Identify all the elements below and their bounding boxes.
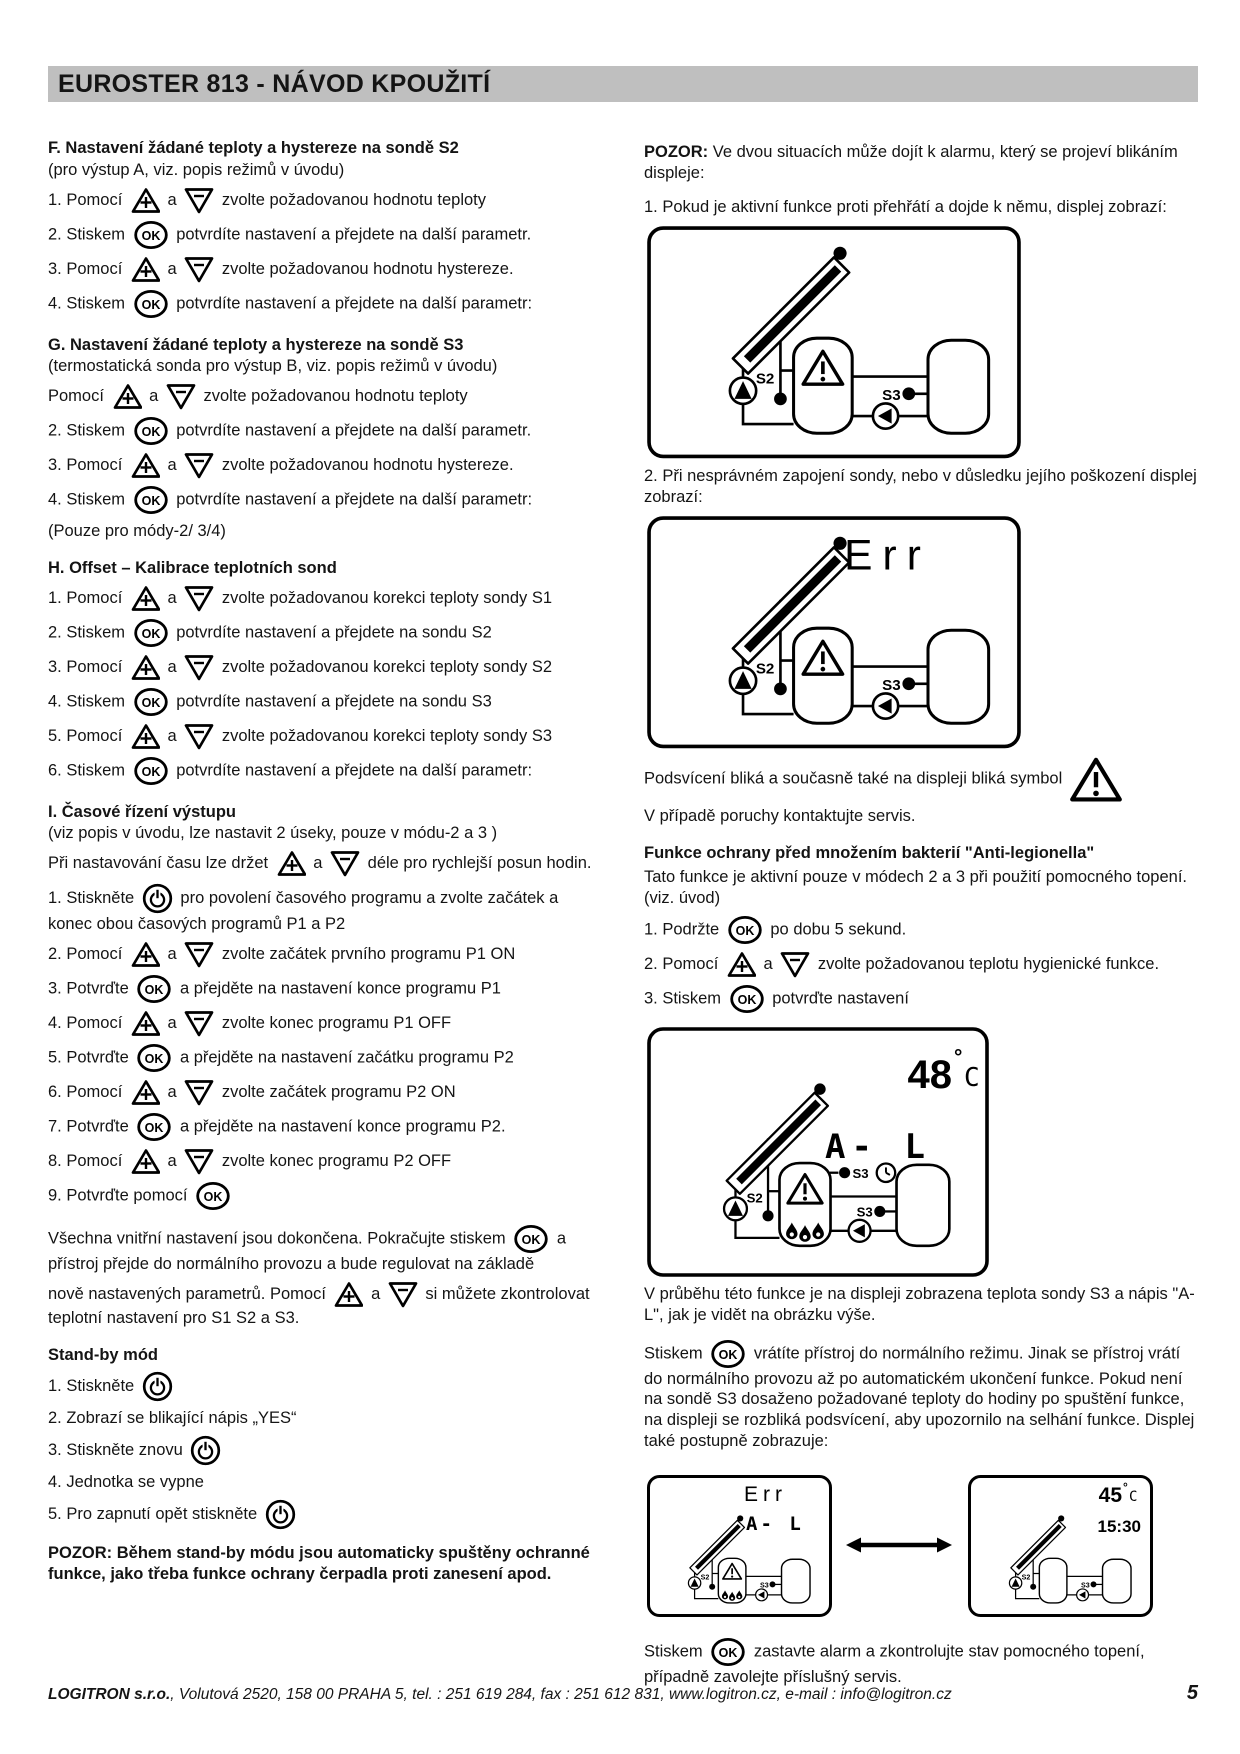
ok-button-icon (710, 1637, 746, 1667)
text-line (48, 521, 604, 542)
text-span: V průběhu této funkce je na displeji zobrazena teplota sondy S3 a nápis "A-L", jak je vidět na obrázku výše. (644, 1285, 1195, 1324)
text-span: zvolte začátek programu P2 ON (217, 1082, 456, 1101)
svg-text:OK: OK (144, 982, 164, 997)
svg-text:OK: OK (144, 1051, 164, 1066)
standby-warning (48, 1543, 604, 1585)
text-line (48, 756, 604, 786)
backlight-blink-paragraph (644, 756, 1200, 827)
page-number: 5 (1186, 1682, 1198, 1704)
temperature-readout: 48 (907, 1053, 952, 1097)
svg-text:OK: OK (141, 493, 160, 508)
text-line (48, 256, 604, 283)
text-span: 4. Stiskem (48, 490, 130, 509)
ok-button-icon (133, 416, 169, 446)
svg-text:OK: OK (141, 297, 160, 312)
ok-button-icon (195, 1181, 231, 1211)
ok-button-icon (727, 915, 763, 945)
text-span: 1. Pokud je aktivní funkce proti přehřátí a dojde k němu, displej zobrazí: (644, 197, 1167, 216)
power-button-icon (190, 1435, 221, 1466)
text-span: 3. Stiskem (644, 989, 726, 1008)
text-span: zvolte požadovanou teplotu hygienické funkce. (813, 954, 1160, 973)
section-i-title: I. Časové řízení výstupu (48, 802, 236, 821)
plus-button-icon (130, 723, 160, 750)
page-header-bar (48, 66, 1198, 102)
text-line (48, 1499, 604, 1530)
text-span: a přístroj přejde do normálního provozu a bude regulovat na základě (48, 1229, 567, 1274)
text-span: a (144, 386, 163, 405)
section-i-outro (48, 1224, 604, 1329)
al-readout: A- L (825, 1127, 931, 1167)
text-span: si můžete zkontrolovat teplotní nastavení pro S1 S2 a S3. (48, 1284, 590, 1327)
text-span: 2. Pomocí (48, 944, 127, 963)
display-anti-legionella-diagram (646, 1026, 990, 1278)
display-mini-error-diagram (646, 1474, 833, 1618)
svg-text:OK: OK (718, 1347, 738, 1362)
text-line (48, 416, 604, 446)
ok-button-icon (133, 687, 169, 717)
svg-text:OK: OK (141, 424, 160, 439)
text-span: déle pro rychlejší posun hodin. (363, 854, 592, 873)
text-line (48, 687, 604, 717)
svg-text:S2: S2 (746, 1190, 763, 1206)
text-span: 2. Pomocí (644, 954, 723, 973)
text-line (48, 383, 604, 410)
section-h-title: H. Offset – Kalibrace teplotních sond (48, 558, 337, 577)
plus-button-icon (130, 941, 160, 968)
text-line (644, 806, 1200, 827)
text-line (48, 723, 604, 750)
text-line (48, 485, 604, 515)
text-line (48, 1472, 604, 1493)
text-span: zvolte konec programu P1 OFF (217, 1013, 452, 1032)
ok-button-icon (133, 289, 169, 319)
minus-button-icon (184, 256, 214, 283)
svg-text:S3: S3 (882, 387, 901, 405)
error-readout: Err (844, 531, 932, 579)
text-span: zvolte požadovanou korekci teploty sondy S3 (217, 726, 553, 745)
text-span: zvolte požadovanou hodnotu hystereze. (217, 259, 514, 278)
text-span: a (308, 854, 328, 873)
text-line (644, 1637, 1200, 1688)
text-line (48, 1408, 604, 1429)
ok-button-icon (729, 984, 765, 1014)
svg-text:S2: S2 (1021, 1573, 1031, 1582)
text-span: 4. Stiskem (48, 293, 130, 312)
svg-text:S3: S3 (882, 677, 901, 695)
standby-title: Stand-by mód (48, 1345, 158, 1364)
text-span: zvolte požadovanou hodnotu teploty (198, 386, 468, 405)
text-span: a přejděte na nastavení konce programu P2. (175, 1117, 506, 1136)
text-span: zastavte alarm a zkontrolujte stav pomocného topení, případně zavolejte příslušný servis. (644, 1642, 1145, 1686)
text-span: Při nastavování času lze držet (48, 854, 273, 873)
text-span: (Pouze pro módy-2/ 3/4) (48, 522, 226, 541)
ok-button-icon (133, 220, 169, 250)
degree-symbol: ° (1123, 1479, 1128, 1494)
text-span: 5. Pomocí (48, 726, 127, 745)
text-span: Pomocí (48, 386, 109, 405)
text-span: a přejděte na nastavení začátku programu P2 (175, 1048, 514, 1067)
text-span: 4. Pomocí (48, 1013, 127, 1032)
ok-button-icon (133, 485, 169, 515)
plus-button-icon (130, 452, 160, 479)
text-line (644, 915, 1200, 945)
text-span: potvrdíte nastavení a přejdete na další parametr: (171, 490, 533, 509)
svg-text:S2: S2 (700, 1573, 710, 1582)
text-line (48, 1371, 604, 1402)
svg-text:OK: OK (141, 695, 160, 710)
svg-text:S2: S2 (755, 661, 775, 679)
text-line (644, 951, 1200, 978)
plus-button-icon (130, 1079, 160, 1106)
text-span: 6. Pomocí (48, 1082, 127, 1101)
minus-button-icon (184, 585, 214, 612)
text-span: potvrdíte nastavení a přejdete na další parametr. (171, 224, 532, 243)
right-column (644, 138, 1200, 1691)
page-title: EUROSTER 813 - NÁVOD KPOUŽITÍ (58, 69, 491, 98)
text-line (644, 867, 1200, 909)
text-line (48, 289, 604, 319)
ok-button-icon (136, 1112, 172, 1142)
text-span: a (162, 1082, 182, 1101)
alarm-pozor-paragraph (644, 142, 1200, 184)
text-span: a (162, 588, 182, 607)
section-i-intro (48, 850, 604, 877)
ok-button-icon (513, 1224, 549, 1254)
text-line (644, 1339, 1200, 1452)
ok-button-icon (136, 1043, 172, 1073)
ok-button-icon (710, 1339, 746, 1369)
plus-button-icon (276, 850, 306, 877)
alarm-case1-paragraph (644, 197, 1200, 218)
section-h-steps (48, 585, 604, 786)
power-button-icon (265, 1499, 296, 1530)
text-span: 3. Potvrďte (48, 979, 134, 998)
svg-text:OK: OK (718, 1645, 738, 1660)
svg-text:OK: OK (737, 992, 756, 1007)
plus-button-icon (333, 1281, 363, 1308)
text-span: a (162, 190, 182, 209)
plus-button-icon (130, 654, 160, 681)
text-span: 1. Pomocí (48, 588, 127, 607)
text-span: Tato funkce je aktivní pouze v módech 2 a 3 při použití pomocného topení. (viz. úvod) (644, 868, 1188, 908)
svg-text:S3: S3 (852, 1166, 869, 1181)
stop-alarm-paragraph (644, 1637, 1200, 1688)
text-span: 2. Stiskem (48, 224, 130, 243)
text-span: 5. Potvrďte (48, 1048, 134, 1067)
text-span: Stiskem (644, 1642, 708, 1661)
text-span: 3. Pomocí (48, 657, 127, 676)
text-span: POZOR: Během stand-by módu jsou automaticky spuštěny ochranné funkce, jako třeba funkce ochrany čerpadla proti zanesení apod. (48, 1543, 590, 1583)
plus-button-icon (130, 256, 160, 283)
svg-text:OK: OK (521, 1232, 541, 1247)
power-button-icon (142, 1371, 173, 1402)
warning-triangle-icon (1070, 756, 1122, 802)
svg-text:S3: S3 (856, 1204, 873, 1220)
svg-text:OK: OK (735, 923, 755, 938)
text-span: Všechna vnitřní nastavení jsou dokončena. Pokračujte stiskem (48, 1229, 511, 1248)
text-span: potvrdíte nastavení a přejdete na sondu S2 (171, 623, 492, 642)
section-f-steps (48, 187, 604, 319)
minus-button-icon (184, 654, 214, 681)
ok-button-icon (133, 618, 169, 648)
section-g-subtitle: (termostatická sonda pro výstup B, viz. popis režimů v úvodu) (48, 357, 498, 376)
minus-button-icon (184, 1010, 214, 1037)
ok-button-icon (136, 974, 172, 1004)
text-span: 6. Stiskem (48, 761, 130, 780)
footer-address (48, 1686, 952, 1704)
temperature-readout: 45 (1098, 1483, 1122, 1507)
text-span: a (162, 944, 182, 963)
plus-button-icon (130, 187, 160, 214)
text-span: 1. Stiskněte (48, 889, 139, 908)
svg-text:OK: OK (144, 1120, 164, 1135)
text-span: a (162, 657, 182, 676)
text-line (644, 756, 1200, 802)
return-normal-paragraph (644, 1339, 1200, 1452)
minus-button-icon (780, 951, 810, 978)
text-line (48, 187, 604, 214)
text-span: zvolte požadovanou hodnotu hystereze. (217, 455, 514, 474)
svg-text:OK: OK (141, 228, 160, 243)
text-line (48, 883, 604, 935)
text-span: a (162, 1013, 182, 1032)
text-span: a (366, 1284, 385, 1303)
text-line (644, 142, 1200, 184)
anti-legionella-title: Funkce ochrany před množením bakterií "Anti-legionella" (644, 843, 1095, 862)
double-arrow-icon (843, 1532, 955, 1558)
text-span: Ve dvou situacích může dojít k alarmu, který se projeví blikáním displeje: (644, 143, 1178, 182)
text-span: po dobu 5 sekund. (765, 920, 907, 939)
text-line (48, 941, 604, 968)
plus-button-icon (112, 383, 142, 410)
text-line (48, 974, 604, 1004)
display-mini-normal-diagram (967, 1474, 1154, 1618)
section-g-title: G. Nastavení žádané teploty a hystereze na sondě S3 (48, 335, 464, 354)
text-line (48, 220, 604, 250)
display-sensor-error-diagram (646, 515, 1022, 749)
text-span: a (162, 726, 182, 745)
text-line (48, 1079, 604, 1106)
ok-button-icon (133, 756, 169, 786)
text-span: a (162, 1151, 182, 1170)
text-line (48, 1181, 604, 1211)
two-column-layout (48, 138, 1200, 1691)
text-line (48, 1112, 604, 1142)
text-span: 3. Pomocí (48, 259, 127, 278)
section-f-title: F. Nastavení žádané teploty a hystereze na sondě S2 (48, 139, 459, 157)
section-i-steps (48, 883, 604, 1211)
text-span: 1. Stiskněte (48, 1377, 139, 1396)
text-line (48, 654, 604, 681)
text-span: 2. Stiskem (48, 421, 130, 440)
text-span: vrátíte přístroj do normálního režimu. Jinak se přístroj vrátí do normálního provozu až po automatickém ukončení funkce. Pokud není na sondě S3 dosaženo požadované teploty do hodiny po spuštění funkce, na displeji se rozbliká podsvícení, aby upozornilo na selhání funkce. Displej také postupně zobrazuje: (644, 1343, 1195, 1450)
celsius-unit: C (1129, 1488, 1138, 1505)
plus-button-icon (130, 585, 160, 612)
text-span: zvolte požadovanou hodnotu teploty (217, 190, 487, 209)
minus-button-icon (184, 941, 214, 968)
error-readout: Err (744, 1482, 787, 1506)
text-line (48, 1224, 604, 1275)
text-span: nově nastavených parametrů. Pomocí (48, 1284, 331, 1303)
minus-button-icon (166, 383, 196, 410)
anti-legionella-desc (644, 867, 1200, 909)
text-span: potvrdíte nastavení a přejdete na další parametr: (171, 761, 533, 780)
svg-text:S3: S3 (759, 1580, 769, 1589)
text-span: 3. Stiskněte znovu (48, 1441, 188, 1460)
footer-company: LOGITRON s.r.o. (48, 1686, 171, 1703)
text-span: 8. Pomocí (48, 1151, 127, 1170)
text-span: zvolte konec programu P2 OFF (217, 1151, 452, 1170)
minus-button-icon (184, 1079, 214, 1106)
page-footer (48, 1682, 1198, 1705)
plus-button-icon (726, 951, 756, 978)
text-span: 4. Jednotka se vypne (48, 1473, 204, 1492)
text-line (48, 1010, 604, 1037)
text-span: 2. Při nesprávném zapojení sondy, nebo v důsledku jejího poškození displej zobrazí: (644, 466, 1197, 506)
text-span: V případě poruchy kontaktujte servis. (644, 806, 916, 825)
al-readout: A- L (746, 1512, 804, 1535)
text-span: 3. Pomocí (48, 455, 127, 474)
text-span: Podsvícení bliká a současně také na displeji bliká symbol (644, 769, 1067, 788)
minus-button-icon (184, 1148, 214, 1175)
minus-button-icon (388, 1281, 418, 1308)
text-span: a (758, 954, 778, 973)
text-line (644, 466, 1200, 508)
standby-steps (48, 1371, 604, 1530)
display-overheat-diagram (646, 225, 1022, 459)
text-line (48, 585, 604, 612)
text-span: 9. Potvrďte pomocí (48, 1186, 193, 1205)
text-line (48, 1435, 604, 1466)
text-span: Stiskem (644, 1343, 708, 1362)
text-span: 7. Potvrďte (48, 1117, 134, 1136)
plus-button-icon (130, 1148, 160, 1175)
minus-button-icon (184, 187, 214, 214)
text-line (48, 452, 604, 479)
text-span: 1. Pomocí (48, 190, 127, 209)
text-span: a (162, 259, 182, 278)
text-line (48, 1281, 604, 1329)
alarm-case2-paragraph (644, 466, 1200, 508)
text-span: a (162, 455, 182, 474)
svg-text:OK: OK (203, 1189, 223, 1204)
text-span: 5. Pro zapnutí opět stiskněte (48, 1504, 262, 1523)
text-span: zvolte začátek prvního programu P1 ON (217, 944, 516, 963)
section-g-steps (48, 383, 604, 542)
minus-button-icon (184, 723, 214, 750)
text-span: 2. Zobrazí se blikající nápis „YES“ (48, 1409, 297, 1428)
text-line (48, 1148, 604, 1175)
degree-symbol: ° (954, 1046, 963, 1069)
power-button-icon (142, 883, 173, 914)
text-line (644, 984, 1200, 1014)
text-span: potvrdíte nastavení a přejdete na sondu S3 (171, 692, 492, 711)
minus-button-icon (184, 452, 214, 479)
text-span: 4. Stiskem (48, 692, 130, 711)
svg-text:OK: OK (141, 764, 160, 779)
minus-button-icon (330, 850, 360, 877)
celsius-unit: C (964, 1063, 980, 1093)
during-function-paragraph (644, 1284, 1200, 1326)
section-f-subtitle: (pro výstup A, viz. popis režimů v úvodu) (48, 160, 345, 179)
text-span: potvrďte nastavení (767, 989, 909, 1008)
text-span: zvolte požadovanou korekci teploty sondy S2 (217, 657, 553, 676)
text-line (48, 618, 604, 648)
text-span: 1. Podržte (644, 920, 724, 939)
footer-contact: , Volutová 2520, 158 00 PRAHA 5, tel. : 251 619 284, fax : 251 612 831, www.logitron.cz, e-mail : info@logitron.cz (170, 1686, 952, 1703)
svg-text:S2: S2 (755, 371, 775, 389)
alternating-display-row (644, 1466, 1200, 1624)
text-line (48, 1043, 604, 1073)
text-span: POZOR: (644, 143, 709, 161)
text-span: 2. Stiskem (48, 623, 130, 642)
text-line (48, 1543, 604, 1585)
text-span: zvolte požadovanou korekci teploty sondy S1 (217, 588, 553, 607)
clock-readout: 15:30 (1097, 1516, 1141, 1536)
svg-text:OK: OK (141, 626, 160, 641)
text-span: potvrdíte nastavení a přejdete na další parametr. (171, 421, 532, 440)
text-span: a přejděte na nastavení konce programu P1 (175, 979, 501, 998)
left-column (48, 138, 604, 1691)
section-i-subtitle: (viz popis v úvodu, lze nastavit 2 úseky, pouze v módu-2 a 3 ) (48, 824, 498, 843)
text-span: potvrdíte nastavení a přejdete na další parametr: (171, 293, 533, 312)
text-line (644, 197, 1200, 218)
plus-button-icon (130, 1010, 160, 1037)
text-span: pro povolení časového programu a zvolte začátek a konec obou časových programů P1 a P2 (48, 889, 559, 934)
anti-legionella-steps (644, 915, 1200, 1014)
text-line (48, 850, 604, 877)
svg-text:S3: S3 (1080, 1580, 1090, 1589)
text-line (644, 1284, 1200, 1326)
